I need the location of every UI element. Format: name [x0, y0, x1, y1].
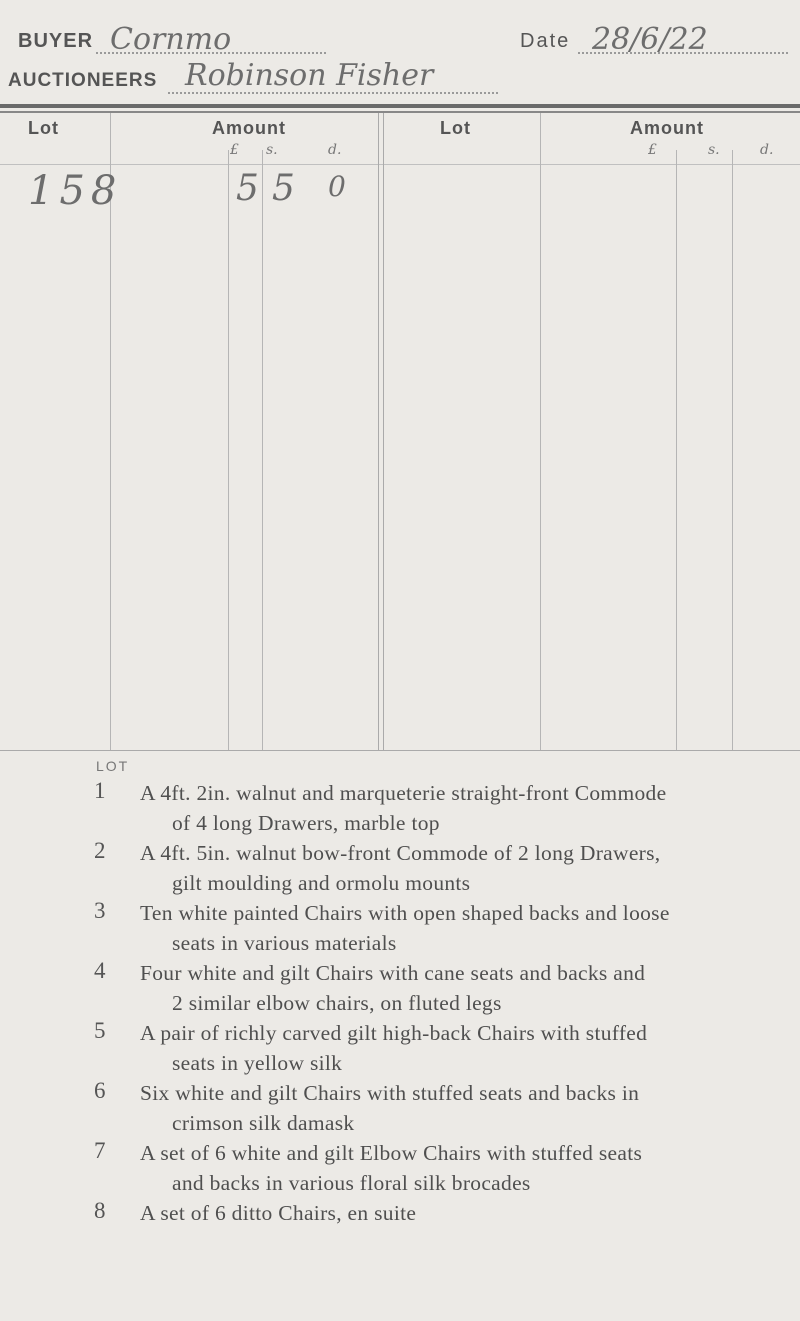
- col-divider-shillings-right: [732, 150, 733, 750]
- lot-col-head-right: Lot: [440, 118, 471, 138]
- col-divider-pounds-right: [676, 150, 677, 750]
- amount-col-head-left: Amount: [212, 118, 286, 138]
- lot-number: 1: [94, 778, 106, 803]
- heading-rule: [0, 164, 800, 165]
- lot-number: 7: [94, 1138, 106, 1163]
- lot-desc-line2: and backs in various floral silk brocades: [172, 1171, 531, 1195]
- bottom-rule: [0, 750, 800, 751]
- lot-description: [140, 1018, 780, 1078]
- header-rule-thin: [0, 111, 800, 113]
- lot-description: [140, 958, 780, 1018]
- lot-desc-line1: Four white and gilt Chairs with cane seats and backs and: [140, 961, 646, 985]
- lot-description: [140, 778, 780, 838]
- shillings-unit-right: s.: [708, 142, 720, 158]
- lot-number: 2: [94, 838, 106, 863]
- lot-description: [140, 898, 780, 958]
- shillings-unit-left: s.: [266, 142, 278, 158]
- lot-number: 8: [94, 1198, 106, 1223]
- auctioneers-label: AUCTIONEERS: [8, 70, 158, 91]
- pounds-unit-right: £: [648, 142, 657, 158]
- pence-unit-left: d.: [328, 142, 342, 158]
- entry-pounds-handwritten: 5: [236, 168, 259, 209]
- date-label: Date: [520, 30, 571, 52]
- buyer-label: BUYER: [18, 30, 94, 52]
- lot-desc-line2: seats in yellow silk: [172, 1051, 343, 1075]
- lot-desc-line2: 2 similar elbow chairs, on fluted legs: [172, 991, 502, 1015]
- lot-description: [140, 838, 780, 898]
- lot-desc-line1: Ten white painted Chairs with open shaped backs and loose: [140, 901, 670, 925]
- center-double-divider: [378, 113, 384, 750]
- pounds-unit-left: £: [230, 142, 239, 158]
- lot-number: 3: [94, 898, 106, 923]
- lot-desc-line2: seats in various materials: [172, 931, 397, 955]
- lot-desc-line2: of 4 long Drawers, marble top: [172, 811, 440, 835]
- lot-desc-line1: A pair of richly carved gilt high-back Chairs with stuffed: [140, 1021, 648, 1045]
- lot-desc-line2: crimson silk damask: [172, 1111, 355, 1135]
- col-divider-shillings-left: [262, 150, 263, 750]
- date-handwritten: 28/6/22: [592, 22, 708, 57]
- lot-desc-line1: Six white and gilt Chairs with stuffed seats and backs in: [140, 1081, 640, 1105]
- col-divider-lot-right: [540, 113, 541, 750]
- pence-unit-right: d.: [760, 142, 774, 158]
- lot-description: [140, 1138, 780, 1198]
- col-divider-pounds-left: [228, 150, 229, 750]
- header-rule: [0, 104, 800, 108]
- entry-shillings-handwritten: 5: [272, 168, 295, 209]
- lot-number: 6: [94, 1078, 106, 1103]
- lot-description: [140, 1078, 780, 1138]
- lot-desc-line2: gilt moulding and ormolu mounts: [172, 871, 471, 895]
- lot-desc-line1: A set of 6 white and gilt Elbow Chairs with stuffed seats: [140, 1141, 643, 1165]
- lot-number: 4: [94, 958, 106, 983]
- lot-number: 5: [94, 1018, 106, 1043]
- amount-col-head-right: Amount: [630, 118, 704, 138]
- lot-desc-line1: A set of 6 ditto Chairs, en suite: [140, 1201, 417, 1225]
- lot-desc-line1: A 4ft. 2in. walnut and marqueterie straight-front Commode: [140, 781, 667, 805]
- buyer-handwritten: Cornmo: [110, 22, 232, 57]
- lot-col-head-left: Lot: [28, 118, 59, 138]
- auctioneers-handwritten: Robinson Fisher: [185, 58, 434, 93]
- lots-heading: LOT: [96, 758, 130, 774]
- entry-pence-handwritten: 0: [328, 170, 346, 203]
- entry-lot-handwritten: 158: [28, 168, 123, 214]
- lot-desc-line1: A 4ft. 5in. walnut bow-front Commode of 2 long Drawers,: [140, 841, 661, 865]
- lot-description: [140, 1198, 780, 1228]
